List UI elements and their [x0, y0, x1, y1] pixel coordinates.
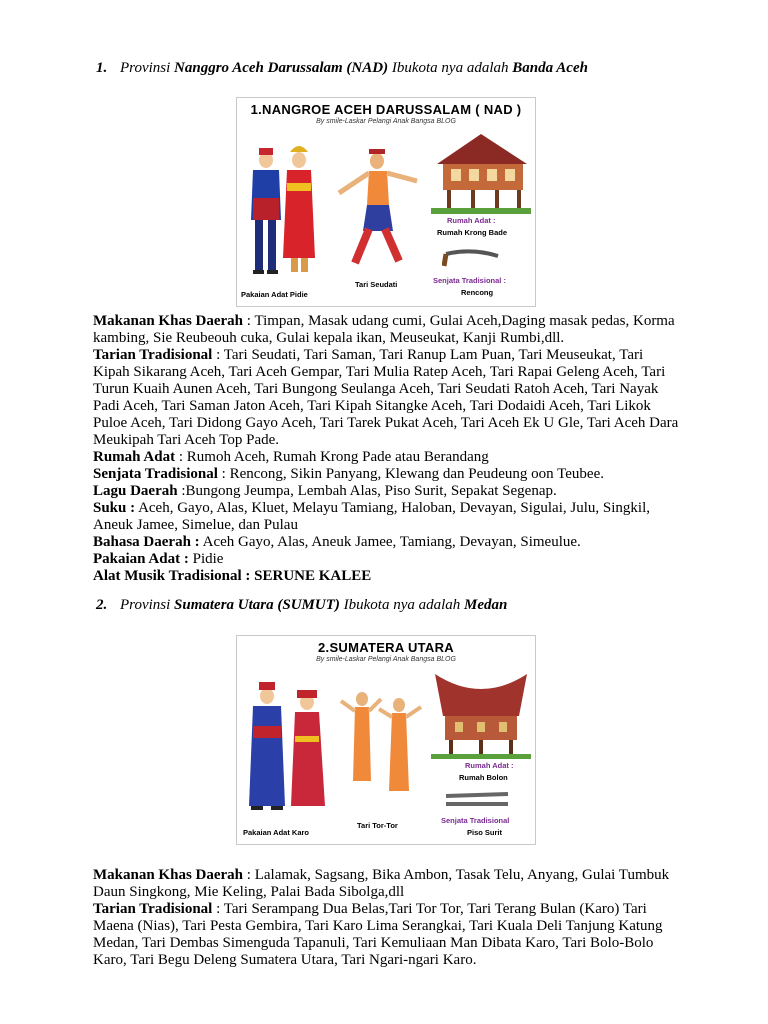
dancer-image — [337, 681, 427, 811]
province-name: Nanggro Aceh Darussalam (NAD) — [174, 60, 389, 76]
detail-item: Bahasa Daerah : Aceh Gayo, Alas, Aneuk Jamee, Tamiang, Devayan, Simeulue. — [93, 534, 581, 550]
section-2-details — [93, 867, 683, 969]
traditional-clothes-couple-image — [239, 676, 339, 826]
province-name: Sumatera Utara (SUMUT) — [174, 597, 340, 613]
weapon-caption: Rencong — [461, 288, 494, 297]
weapon-label: Senjata Tradisional — [441, 816, 510, 825]
detail-item: Senjata Tradisional : Rencong, Sikin Panyang, Klewang dan Peudeung oon Teubee. — [93, 466, 604, 482]
detail-item: Tarian Tradisional : Tari Seudati, Tari Saman, Tari Ranup Lam Puan, Tari Meuseukat, Tari Kipah Sikarang Aceh, Tari Aceh Gempar, Tari Mulia Ratep Aceh, Tari Rapai Geleng Aceh, Tari Turun Kuaih Aunen Aceh, Tari Bungong Seulanga Aceh, Tari Seudati Ratoh Aceh, Tari Nayak Padi Aceh, Tari Saman Jaton Aceh, Tari Kipah Sitangke Aceh, Tari Dodaidi Aceh, Tari Likok Puloe Aceh, Tari Didong Gayo Aceh, Tari Tarek Pukat Aceh, Tari Aceh Ek U Gle, Tari Aceh Dara Meukipah Tari Aceh Top Pade. — [93, 347, 679, 448]
capital-name: Banda Aceh — [512, 60, 588, 76]
figure-title: 1.NANGROE ACEH DARUSSALAM ( NAD ) — [250, 102, 522, 117]
house-label: Rumah Adat : — [447, 216, 496, 225]
traditional-clothes-couple-image — [241, 138, 331, 288]
figure-subtitle: By smile-Laskar Pelangi Anak Bangsa BLOG — [316, 118, 456, 125]
weapon-image — [442, 246, 502, 270]
sumut-illustration — [236, 635, 536, 845]
detail-item: Tarian Tradisional : Tari Serampang Dua Belas,Tari Tor Tor, Tari Terang Bulan (Karo) Tari Maena (Nias), Tari Pesta Gembira, Tari Karo Lima Serangkai, Tari Kuala Deli Tanjung Katung Medan, Tari Dembas Simenguda Tapanuli, Tari Kemuliaan Man Dibata Karo, Tari Bolo-Bolo Karo, Tari Begu Deleng Sumatera Utara, Tari Ngari-ngari Karo. — [93, 901, 663, 968]
house-caption: Rumah Bolon — [459, 773, 508, 782]
traditional-house-image — [429, 126, 533, 214]
detail-item: Alat Musik Tradisional : SERUNE KALEE — [93, 568, 372, 584]
figure-subtitle: By smile-Laskar Pelangi Anak Bangsa BLOG — [316, 656, 456, 663]
weapon-caption: Piso Surit — [467, 828, 503, 837]
section-number: 1. — [96, 60, 108, 76]
section-1-details — [93, 313, 683, 585]
section-1-heading: 1. Provinsi Nanggro Aceh Darussalam (NAD) Ibukota nya adalah Banda Aceh — [96, 60, 588, 76]
detail-item: Pakaian Adat : Pidie — [93, 551, 224, 567]
detail-item: Rumah Adat : Rumoh Aceh, Rumah Krong Pade atau Berandang — [93, 449, 489, 465]
aceh-illustration — [236, 97, 536, 307]
capital-name: Medan — [464, 597, 508, 613]
figure-title: 2.SUMATERA UTARA — [318, 640, 454, 655]
clothes-caption: Pakaian Adat Karo — [243, 828, 309, 837]
traditional-house-image — [429, 664, 533, 759]
house-label: Rumah Adat : — [465, 761, 514, 770]
section-number: 2. — [96, 597, 108, 613]
clothes-caption: Pakaian Adat Pidie — [241, 290, 308, 299]
house-caption: Rumah Krong Bade — [437, 228, 508, 237]
section-2-heading: 2. Provinsi Sumatera Utara (SUMUT) Ibukota nya adalah Medan — [96, 597, 508, 613]
detail-item: Makanan Khas Daerah : Lalamak, Sagsang, Bika Ambon, Tasak Telu, Anyang, Gulai Tumbuk Daun Singkong, Mie Keling, Palai Bada Sibolga,dll — [93, 867, 670, 900]
weapon-image — [442, 788, 512, 812]
detail-item: Makanan Khas Daerah : Timpan, Masak udang cumi, Gulai Aceh,Daging masak pedas, Korma kambing, Sie Reubeouh cuka, Gulai kepala ikan, Meuseukat, Kanji Rumbi,dll. — [93, 313, 675, 346]
detail-item: Suku : Aceh, Gayo, Alas, Kluet, Melayu Tamiang, Haloban, Devayan, Sigulai, Julu, Singkil, Aneuk Jamee, Simelue, dan Pulau — [93, 500, 650, 533]
dance-caption: Tari Seudati — [355, 280, 398, 289]
dancer-image — [329, 143, 424, 278]
weapon-label: Senjata Tradisional : — [433, 276, 506, 285]
dance-caption: Tari Tor-Tor — [357, 821, 398, 830]
detail-item: Lagu Daerah :Bungong Jeumpa, Lembah Alas, Piso Surit, Sepakat Segenap. — [93, 483, 557, 499]
